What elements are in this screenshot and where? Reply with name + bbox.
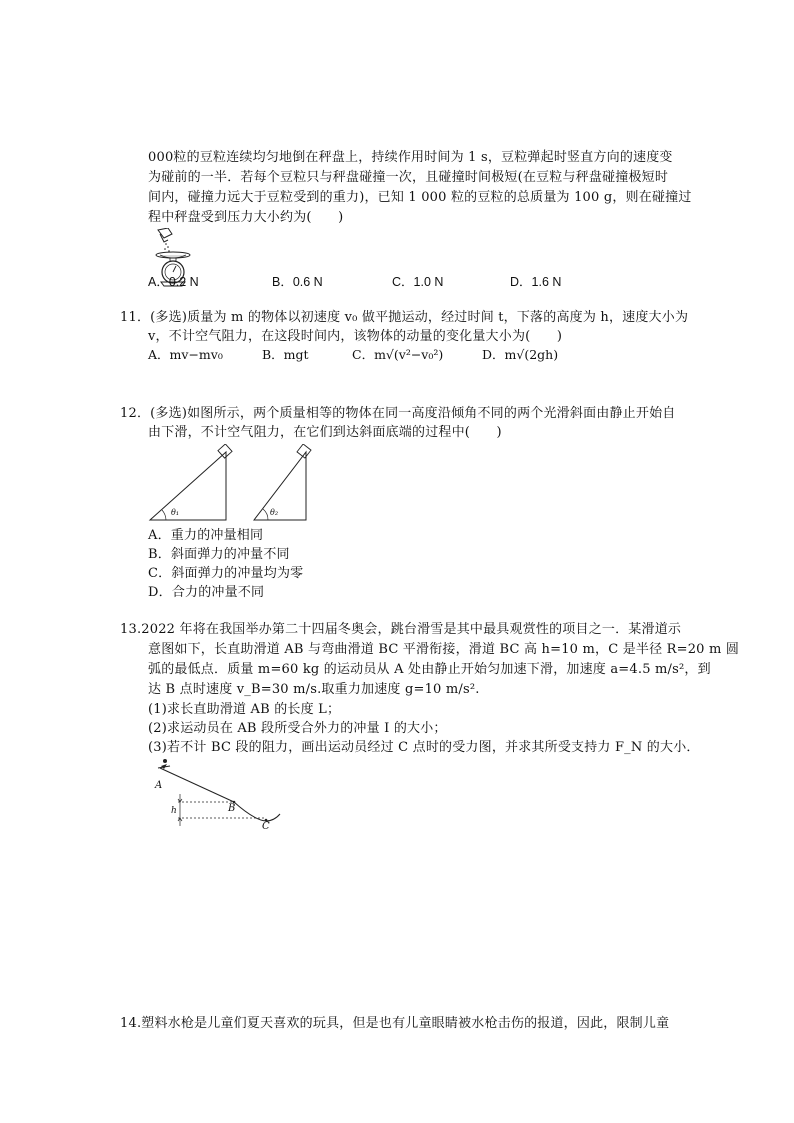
q12-option-c: C．斜面弹力的冲量均为零 xyxy=(148,566,304,581)
q12-line-2: 由下滑，不计空气阻力，在它们到达斜面底端的过程中( ) xyxy=(148,425,502,440)
q13-line-4: 达 B 点时速度 v_B=30 m/s.取重力加速度 g=10 m/s². xyxy=(148,682,480,697)
q11-option-a: A．mv−mv₀ xyxy=(148,347,223,362)
q10-option-d: D．1.6 N xyxy=(510,275,562,289)
q13-sub-3: (3)若不计 BC 段的阻力，画出运动员经过 C 点时的受力图，并求其所受支持力 F_N 的大小． xyxy=(148,740,700,755)
q10-option-c: C．1.0 N xyxy=(392,275,444,289)
q11-option-d: D．m√(2gh) xyxy=(482,347,559,362)
q10-line-1: 000粒的豆粒连续均匀地倒在秤盘上，持续作用时间为 1 s，豆粒弹起时竖直方向的速度变 xyxy=(148,150,673,165)
label-a: A xyxy=(155,780,163,791)
theta2-label: θ₂ xyxy=(270,508,279,517)
q14-line-1: 14.塑料水枪是儿童们夏天喜欢的玩具，但是也有儿童眼睛被水枪击伤的报道，因此，限制儿童 xyxy=(120,1016,670,1031)
q10-option-b: B．0.6 N xyxy=(272,275,323,289)
q13-sub-1: (1)求长直助滑道 AB 的长度 L； xyxy=(148,702,341,717)
q10-line-3: 间内，碰撞力远大于豆粒受到的重力)，已知 1 000 粒的豆粒的总质量为 100 g，则在碰撞过 xyxy=(148,190,692,205)
q11-line-2: v，不计空气阻力，在这段时间内，该物体的动量的变化量大小为( ) xyxy=(148,329,563,344)
q11-option-c: C．m√(v²−v₀²) xyxy=(352,347,444,362)
q12-option-a: A．重力的冲量相同 xyxy=(148,528,264,543)
q13-line-1: 13.2022 年将在我国举办第二十四届冬奥会，跳台滑雪是其中最具观赏性的项目之一．某滑道示 xyxy=(120,622,682,637)
label-h: h xyxy=(171,806,177,816)
theta1-label: θ₁ xyxy=(171,508,180,517)
q12-option-d: D．合力的冲量不同 xyxy=(148,585,265,600)
q11-line-1: 11．(多选)质量为 m 的物体以初速度 v₀ 做平抛运动，经过时间 t，下落的高度为 h，速度大小为 xyxy=(120,310,689,325)
label-b: B xyxy=(228,803,236,814)
q12-line-1: 12．(多选)如图所示，两个质量相等的物体在同一高度沿倾角不同的两个光滑斜面由静止开始自 xyxy=(120,406,676,421)
q13-line-2: 意图如下，长直助滑道 AB 与弯曲滑道 BC 平滑衔接，滑道 BC 高 h=10 m，C 是半径 R=20 m 圆 xyxy=(148,642,740,657)
q10-line-4: 程中秤盘受到压力大小约为( ) xyxy=(148,210,344,225)
q10-line-2: 为碰前的一半．若每个豆粒只与秤盘碰撞一次，且碰撞时间极短(在豆粒与秤盘碰撞极短时 xyxy=(148,170,669,185)
q11-option-b: B．mgt xyxy=(262,347,309,362)
q12-option-b: B．斜面弹力的冲量不同 xyxy=(148,547,290,562)
label-c: C xyxy=(262,821,270,832)
q13-sub-2: (2)求运动员在 AB 段所受合外力的冲量 I 的大小； xyxy=(148,721,447,736)
q10-option-a: A．0.2 N xyxy=(148,275,199,289)
q13-line-3: 弧的最低点．质量 m=60 kg 的运动员从 A 处由静止开始匀加速下滑，加速度 a=4.5 m/s²，到 xyxy=(148,662,711,677)
